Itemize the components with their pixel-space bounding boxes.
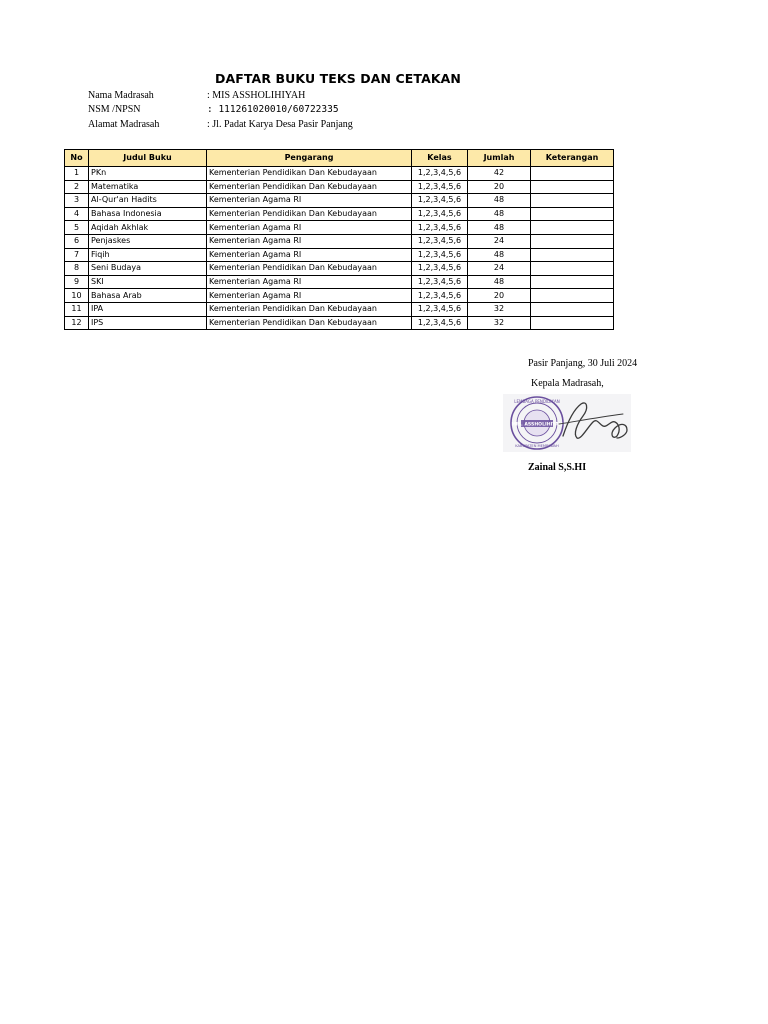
cell-pengarang: Kementerian Pendidikan Dan Kebudayaan: [207, 167, 412, 181]
cell-no: 12: [65, 316, 89, 330]
document-title: DAFTAR BUKU TEKS DAN CETAKAN: [215, 71, 461, 86]
cell-kelas: 1,2,3,4,5,6: [412, 180, 468, 194]
table-row: [65, 302, 614, 316]
table-row: [65, 289, 614, 303]
cell-no: 1: [65, 167, 89, 181]
cell-kelas: 1,2,3,4,5,6: [412, 289, 468, 303]
cell-keterangan: [531, 167, 614, 181]
cell-jumlah: 24: [468, 262, 531, 276]
info-value: : 111261020010/60722335: [207, 104, 339, 115]
cell-keterangan: [531, 289, 614, 303]
info-value: : Jl. Padat Karya Desa Pasir Panjang: [207, 119, 353, 130]
cell-jumlah: 42: [468, 167, 531, 181]
cell-judul: Aqidah Akhlak: [89, 221, 207, 235]
table-row: [65, 167, 614, 181]
cell-judul: Bahasa Indonesia: [89, 207, 207, 221]
cell-judul: Penjaskes: [89, 234, 207, 248]
cell-judul: Seni Budaya: [89, 262, 207, 276]
cell-judul: SKI: [89, 275, 207, 289]
cell-judul: Al-Qur'an Hadits: [89, 194, 207, 208]
cell-no: 2: [65, 180, 89, 194]
cell-kelas: 1,2,3,4,5,6: [412, 194, 468, 208]
cell-no: 10: [65, 289, 89, 303]
table-row: [65, 275, 614, 289]
cell-jumlah: 20: [468, 180, 531, 194]
cell-no: 6: [65, 234, 89, 248]
cell-pengarang: Kementerian Pendidikan Dan Kebudayaan: [207, 180, 412, 194]
cell-judul: Bahasa Arab: [89, 289, 207, 303]
cell-pengarang: Kementerian Pendidikan Dan Kebudayaan: [207, 302, 412, 316]
cell-jumlah: 48: [468, 248, 531, 262]
cell-pengarang: Kementerian Agama RI: [207, 289, 412, 303]
cell-no: 9: [65, 275, 89, 289]
cell-judul: IPA: [89, 302, 207, 316]
svg-text:LEMBAGA PENDIDIKAN: LEMBAGA PENDIDIKAN: [514, 399, 560, 404]
cell-pengarang: Kementerian Agama RI: [207, 234, 412, 248]
cell-keterangan: [531, 275, 614, 289]
cell-judul: Matematika: [89, 180, 207, 194]
cell-kelas: 1,2,3,4,5,6: [412, 248, 468, 262]
cell-pengarang: Kementerian Agama RI: [207, 221, 412, 235]
cell-jumlah: 24: [468, 234, 531, 248]
table-row: [65, 180, 614, 194]
cell-pengarang: Kementerian Agama RI: [207, 194, 412, 208]
table-body: [65, 167, 614, 330]
col-header-judul: Judul Buku: [89, 150, 207, 167]
info-label: NSM /NPSN: [88, 104, 141, 115]
signer-role: Kepala Madrasah,: [531, 378, 604, 389]
cell-keterangan: [531, 207, 614, 221]
info-value: : MIS ASSHOLIHIYAH: [207, 90, 306, 101]
cell-kelas: 1,2,3,4,5,6: [412, 207, 468, 221]
signer-name: Zainal S,S.HI: [528, 462, 587, 473]
cell-kelas: 1,2,3,4,5,6: [412, 234, 468, 248]
cell-no: 5: [65, 221, 89, 235]
table-row: [65, 316, 614, 330]
cell-keterangan: [531, 194, 614, 208]
cell-kelas: 1,2,3,4,5,6: [412, 275, 468, 289]
col-header-no: No: [65, 150, 89, 167]
cell-no: 4: [65, 207, 89, 221]
cell-pengarang: Kementerian Pendidikan Dan Kebudayaan: [207, 262, 412, 276]
cell-no: 8: [65, 262, 89, 276]
col-header-kelas: Kelas: [412, 150, 468, 167]
col-header-keterangan: Keterangan: [531, 150, 614, 167]
cell-jumlah: 32: [468, 316, 531, 330]
cell-kelas: 1,2,3,4,5,6: [412, 316, 468, 330]
stamp-and-signature: [503, 394, 631, 452]
cell-jumlah: 48: [468, 194, 531, 208]
cell-pengarang: Kementerian Pendidikan Dan Kebudayaan: [207, 316, 412, 330]
cell-jumlah: 48: [468, 221, 531, 235]
table-header-row: [65, 150, 614, 167]
info-label: Alamat Madrasah: [88, 119, 160, 130]
cell-jumlah: 32: [468, 302, 531, 316]
table-row: [65, 207, 614, 221]
table-row: [65, 234, 614, 248]
cell-no: 11: [65, 302, 89, 316]
cell-jumlah: 48: [468, 275, 531, 289]
cell-keterangan: [531, 302, 614, 316]
cell-jumlah: 20: [468, 289, 531, 303]
info-label: Nama Madrasah: [88, 90, 154, 101]
cell-kelas: 1,2,3,4,5,6: [412, 262, 468, 276]
table-row: [65, 194, 614, 208]
col-header-pengarang: Pengarang: [207, 150, 412, 167]
cell-no: 3: [65, 194, 89, 208]
cell-kelas: 1,2,3,4,5,6: [412, 302, 468, 316]
place-date: Pasir Panjang, 30 Juli 2024: [528, 358, 638, 369]
cell-pengarang: Kementerian Agama RI: [207, 275, 412, 289]
svg-text:MIS. ASSHOLIHIYAH: MIS. ASSHOLIHIYAH: [511, 422, 563, 428]
table-row: [65, 262, 614, 276]
cell-keterangan: [531, 248, 614, 262]
cell-judul: IPS: [89, 316, 207, 330]
cell-keterangan: [531, 180, 614, 194]
col-header-jumlah: Jumlah: [468, 150, 531, 167]
cell-no: 7: [65, 248, 89, 262]
cell-keterangan: [531, 262, 614, 276]
cell-pengarang: Kementerian Agama RI: [207, 248, 412, 262]
cell-keterangan: [531, 221, 614, 235]
cell-keterangan: [531, 234, 614, 248]
svg-text:KABUPATEN MEMPAWAH: KABUPATEN MEMPAWAH: [515, 444, 559, 448]
table-row: [65, 221, 614, 235]
cell-kelas: 1,2,3,4,5,6: [412, 221, 468, 235]
cell-pengarang: Kementerian Pendidikan Dan Kebudayaan: [207, 207, 412, 221]
cell-jumlah: 48: [468, 207, 531, 221]
cell-judul: PKn: [89, 167, 207, 181]
table-row: [65, 248, 614, 262]
cell-kelas: 1,2,3,4,5,6: [412, 167, 468, 181]
book-table: [64, 149, 614, 330]
cell-keterangan: [531, 316, 614, 330]
cell-judul: Fiqih: [89, 248, 207, 262]
stamp-seal-image: [503, 394, 631, 452]
